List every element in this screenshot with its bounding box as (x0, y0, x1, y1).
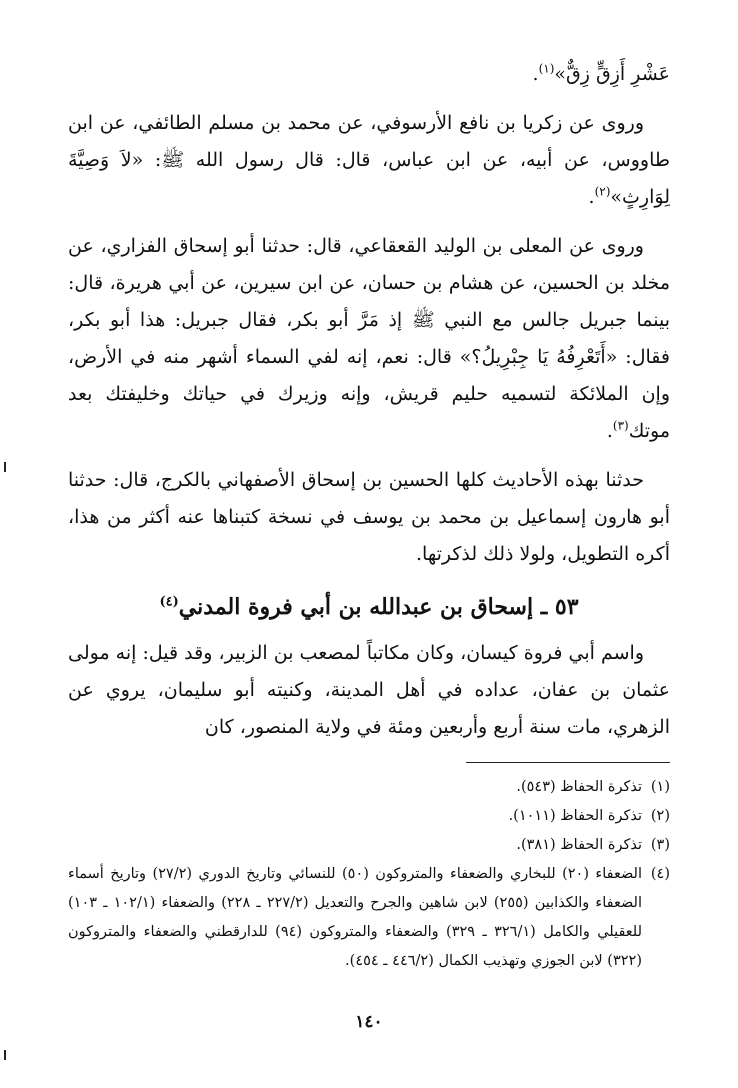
body-paragraph (68, 462, 670, 573)
footnote-text: تذكرة الحفاظ (١٠١١). (508, 808, 642, 824)
footnote-ref: (٤) (159, 594, 179, 610)
margin-mark (4, 462, 6, 472)
footnotes (68, 773, 670, 976)
footnote-item (68, 802, 670, 831)
footnote-ref: (٢) (594, 184, 611, 199)
book-page (68, 56, 670, 1088)
footnote-number: (٣) (650, 837, 670, 853)
paragraph-text: وروى عن المعلى بن الوليد القعقاعي، قال: حدثنا أبو إسحاق الفزاري، عن مخلد بن الحسين، عن هشام بن حسان، عن ابن سيرين، عن أبي هريرة، قال: بينما جبريل جالس مع النبي ﷺ إذ مَرَّ أبو بكر، فقال جبريل: هذا أبو بكر، فقال: «أَتَعْرِفُهُ يَا جِبْرِيلُ؟» قال: نعم، إنه لفي السماء أشهر منه في الأرض، وإن الملائكة لتسميه حليم قريش، وإنه وزيرك في حياتك وخليفتك بعد موتك (68, 235, 670, 442)
body-paragraph: وروى عن المعلى بن الوليد القعقاعي، قال: حدثنا أبو إسحاق الفزاري، عن مخلد بن الحسين، عن هشام بن حسان، عن ابن سيرين، عن أبي هريرة، قال: بينما جبريل جالس مع النبي ﷺ إذ مَرَّ أبو بكر، فقال جبريل: هذا أبو بكر، فقال: «أَتَعْرِفُهُ يَا جِبْرِيلُ؟» قال: نعم، إنه لفي السماء أشهر منه في الأرض، وإن الملائكة لتسميه حليم قريش، وإنه وزيرك في حياتك وخليفتك بعد موتك$^{(٣)}$. (68, 235, 670, 442)
footnote-item (68, 773, 670, 802)
paragraph-text: وروى عن زكريا بن نافع الأرسوفي، عن محمد بن مسلم الطائفي، عن ابن طاووس، عن أبيه، عن ابن عباس، قال: قال رسول الله ﷺ: «لاَ وَصِيَّةَ لِوَارِثٍ» (68, 112, 670, 208)
footnote-item (68, 860, 670, 976)
footnote-number: (١) (650, 779, 670, 795)
footnote-item (68, 831, 670, 860)
heading-text: ٥٣ ـ إسحاق بن عبدالله بن أبي فروة المدني (178, 594, 579, 620)
paragraph-text: حدثنا بهذه الأحاديث كلها الحسين بن إسحاق الأصفهاني بالكرج، قال: حدثنا أبو هارون إسماعيل بن محمد بن يوسف في نسخة كتبناها عنه أكثر من هذا، أكره التطويل، ولولا ذلك لذكرتها. (68, 469, 670, 565)
footnote-text: الضعفاء (٢٠) للبخاري والضعفاء والمتروكون (٥٠) للنسائي وتاريخ الدوري (٢٧/٢) وتاريخ أسماء الضعفاء والكذابين (٢٥٥) لابن شاهين والجرح والتعديل (٢٢٧/٢ ـ ٢٢٨) والضعفاء (١٠٢/١ ـ ١٠٣) للعقيلي والكامل (٣٢٦/١ ـ ٣٢٩) والضعفاء والمتروكون (٩٤) للدارقطني والضعفاء والمتروكون (٣٢٢) لابن الجوزي وتهذيب الكمال (٤٤٦/٢ ـ ٤٥٤). (68, 866, 643, 969)
paragraph-text: واسم أبي فروة كيسان، وكان مكاتباً لمصعب بن الزبير، وقد قيل: إنه مولى عثمان بن عفان، عداده في أهل المدينة، وكنيته أبو سليمان، يروي عن الزهري، مات سنة أربع وأربعين ومئة في ولاية المنصور، كان (68, 642, 670, 738)
footnote-number: (٤) (650, 866, 670, 882)
paragraph-text: عَشْرِ أَزِقٍّ زِقٌّ» (554, 63, 670, 85)
footnote-ref: (٣) (612, 418, 629, 433)
body-paragraph: وروى عن زكريا بن نافع الأرسوفي، عن محمد بن مسلم الطائفي، عن ابن طاووس، عن أبيه، عن ابن عباس، قال: قال رسول الله ﷺ: «لاَ وَصِيَّةَ لِوَارِثٍ»$^{(٢)}$. (68, 112, 670, 208)
body-paragraph: عَشْرِ أَزِقٍّ زِقٌّ»$^{(١)}$. (532, 61, 670, 85)
body-paragraph (68, 635, 670, 746)
footnote-number: (٢) (650, 808, 670, 824)
footnote-text: تذكرة الحفاظ (٥٤٣). (516, 779, 642, 795)
entry-heading (68, 587, 670, 627)
footnote-text: تذكرة الحفاظ (٣٨١). (516, 837, 642, 853)
footnote-ref: (١) (538, 61, 555, 76)
footnote-divider (466, 762, 670, 763)
margin-mark (4, 1050, 6, 1060)
page-number: ١٤٠ (355, 1012, 383, 1032)
